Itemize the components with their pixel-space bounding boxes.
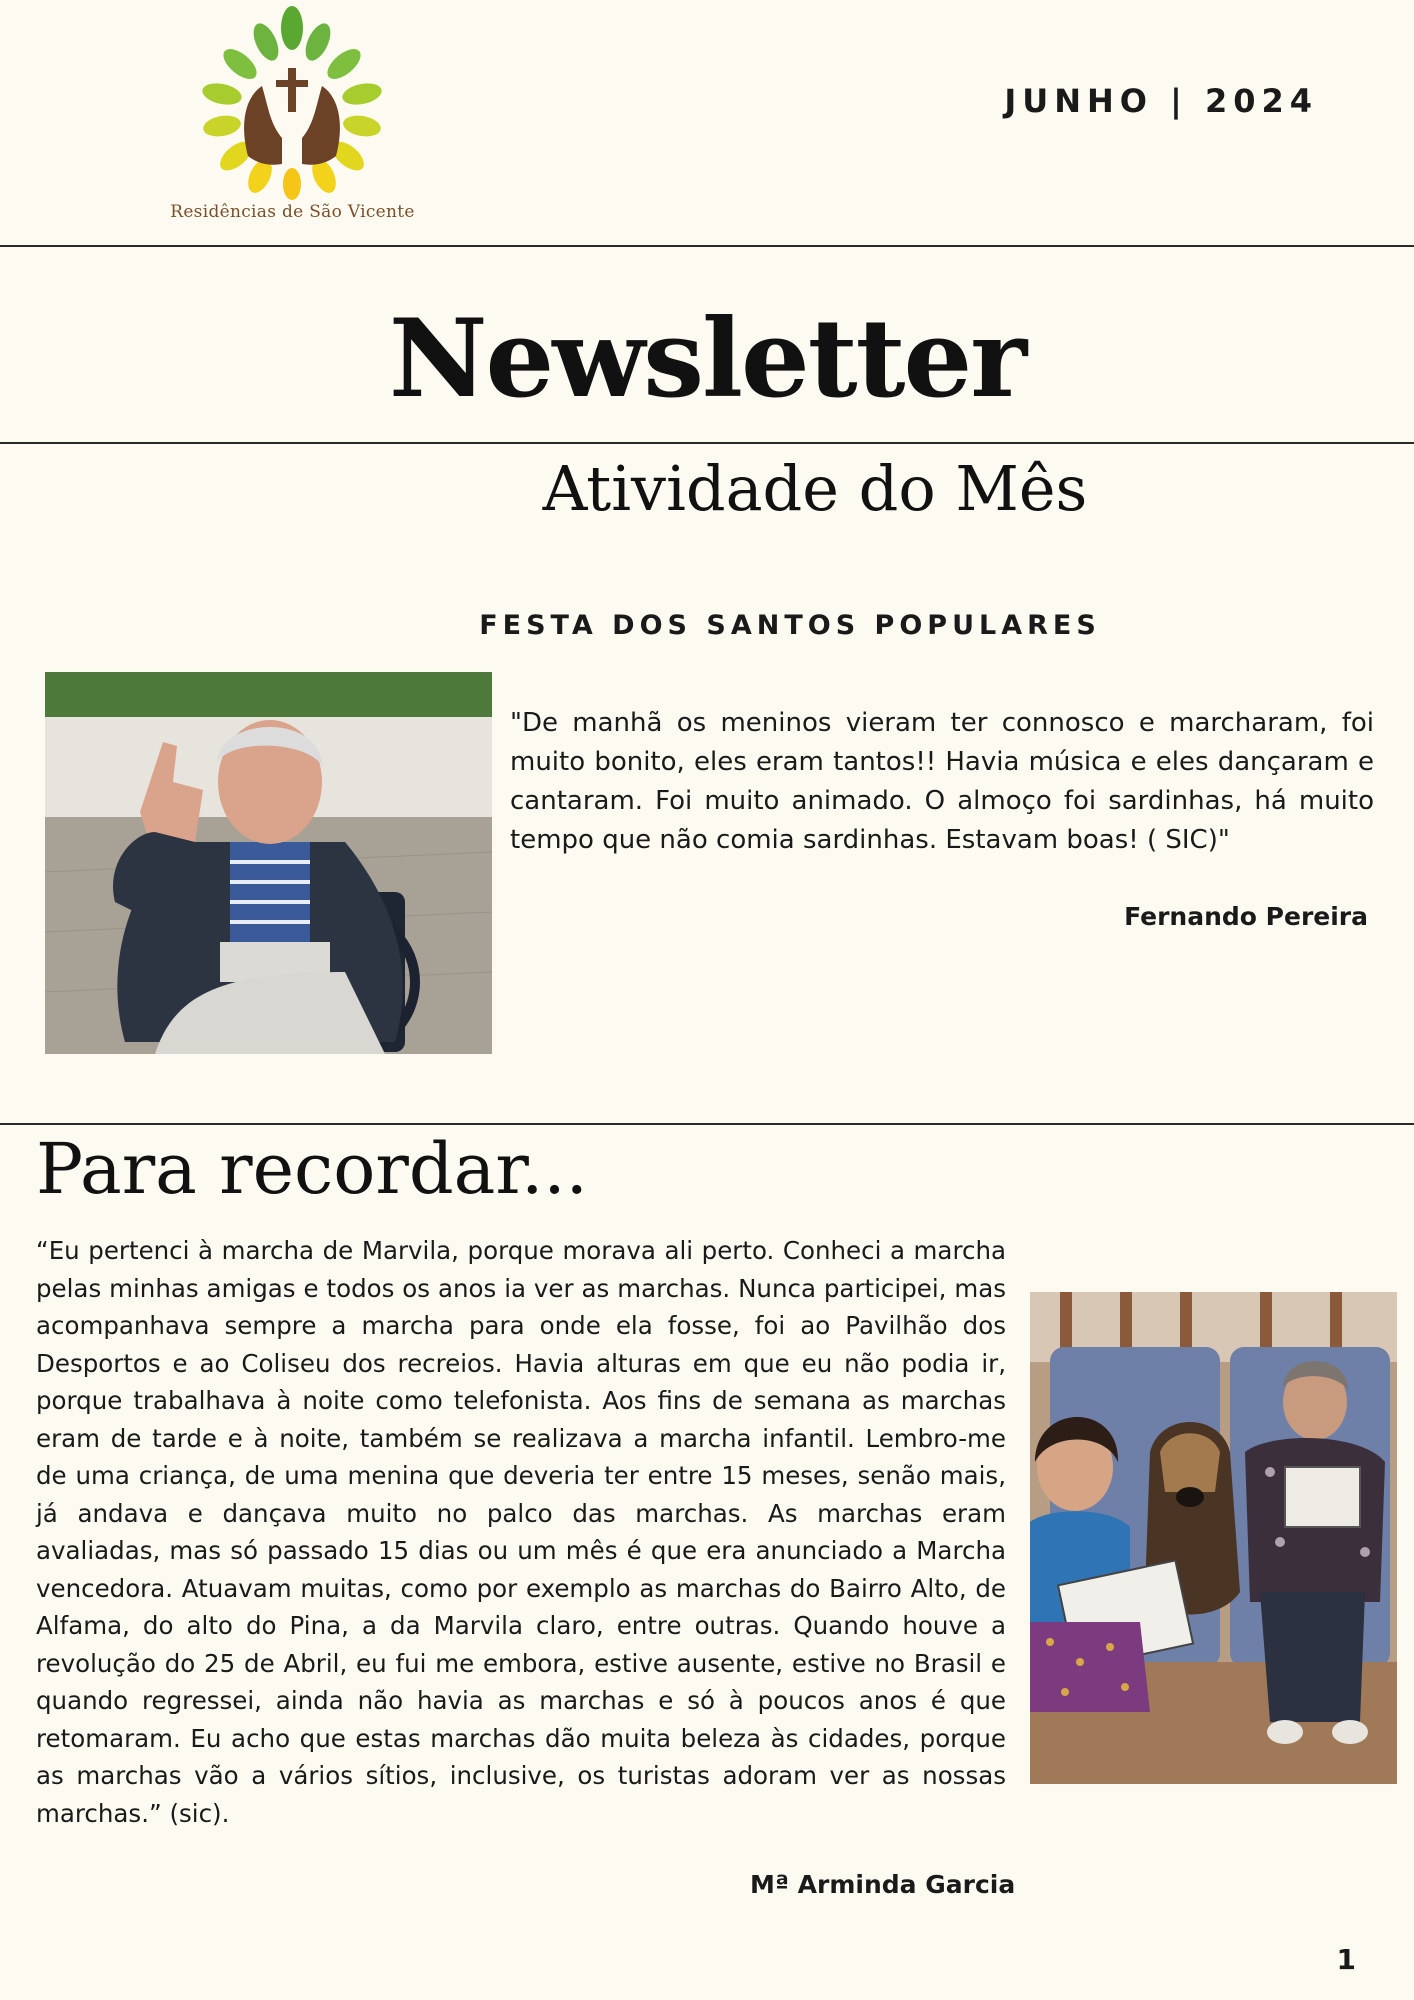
- page-title: Newsletter: [388, 296, 1026, 422]
- activity-heading: FESTA DOS SANTOS POPULARES: [479, 610, 1101, 641]
- logo-caption: Residências de São Vicente: [170, 202, 415, 222]
- issue-date: JUNHO | 2024: [1004, 82, 1318, 120]
- divider: [0, 1123, 1414, 1125]
- divider: [0, 442, 1414, 444]
- resident-photo-fernando: [45, 672, 492, 1054]
- resident-memory-quote: “Eu pertenci à marcha de Marvila, porque morava ali perto. Conheci a marcha pelas minhas amigas e todos os anos ia ver as marchas. Nunca participei, mas acompanhava sempre a marcha para onde ela fosse, foi ao Pavilhão dos Desportos e ao Coliseu dos recreios. Havia alturas em que eu não podia ir, porque trabalhava à noite como telefonista. Aos fins de semana as marchas eram de tarde e à noite, também se realizava a marcha infantil. Lembro-me de uma criança, de uma menina que deveria ter entre 15 meses, senão mais, já andava e dançava muito no palco das marchas. As marchas eram avaliadas, mas só passado 15 dias ou um mês é que era anunciado a Marcha vencedora. Atuavam muitas, como por exemplo as marchas do Bairro Alto, de Alfama, do alto do Pina, a da Marvila claro, entre outras. Quando houve a revolução do 25 de Abril, eu fui me embora, estive ausente, estive no Brasil e quando regressei, ainda não havia as marchas e só à poucos anos é que retomaram. Eu acho que estas marchas dão muita beleza às cidades, porque as marchas vão a vários sítios, inclusive, os turistas adoram ver as nossas marchas.” (sic).: [36, 1236, 1006, 1828]
- quote-author: Mª Arminda Garcia: [750, 1870, 1016, 1899]
- section-heading: Para recordar...: [36, 1128, 588, 1210]
- page-number: 1: [1336, 1943, 1356, 1976]
- divider: [0, 245, 1414, 247]
- resident-quote: "De manhã os meninos vieram ter connosco e marcharam, foi muito bonito, eles eram tantos!! Havia música e eles dançaram e cantaram. Foi muito animado. O almoço foi sardinhas, há muito tempo que não comia sardinhas. Estavam boas! ( SIC)": [510, 708, 1374, 855]
- quote-author: Fernando Pereira: [1124, 902, 1368, 931]
- tree-hands-cross-icon: [170, 6, 415, 206]
- section-subtitle: Atividade do Mês: [542, 452, 1088, 525]
- resident-photo-arminda: [1030, 1292, 1397, 1784]
